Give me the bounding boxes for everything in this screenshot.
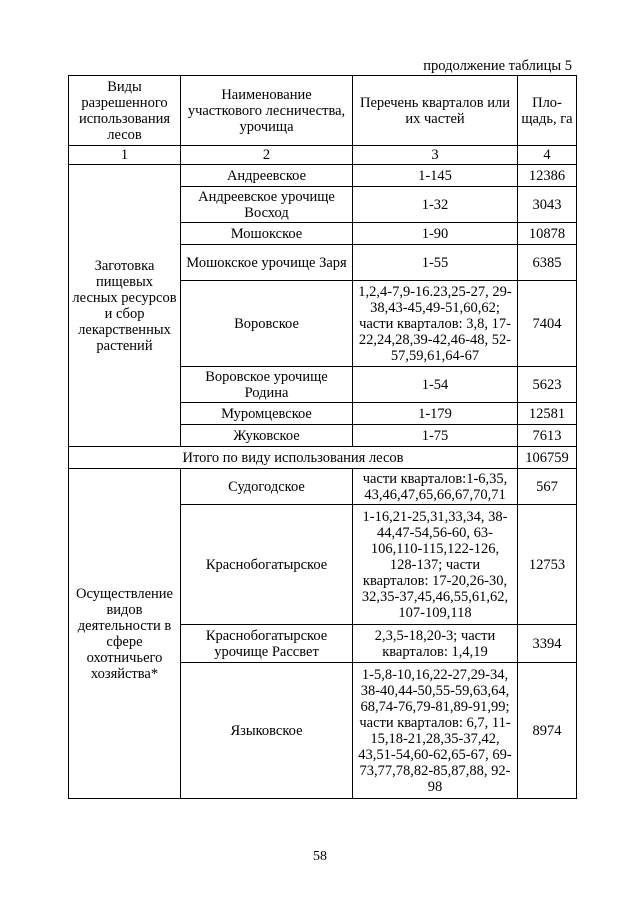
area: 7613: [518, 425, 577, 447]
col-number: 2: [181, 146, 353, 165]
quarters: 1-90: [353, 223, 518, 245]
quarters: части кварталов:1-6,35, 43,46,47,65,66,67,70,71: [353, 469, 518, 505]
forestry-name: Воровское: [181, 281, 353, 367]
col-number: 1: [69, 146, 181, 165]
forest-use-table: [68, 75, 577, 799]
area: 567: [518, 469, 577, 505]
column-number-row: [69, 146, 577, 165]
area: 7404: [518, 281, 577, 367]
header-use-type: Виды разрешенного использования лесов: [69, 76, 181, 146]
activity-cell: Заготовка пищевых лесных ресурсов и сбор лекарственных растений: [69, 165, 181, 447]
col-number: 4: [518, 146, 577, 165]
activity-cell: Осуществление видов деятельности в сфере охотничьего хозяйства*: [69, 469, 181, 799]
area: 5623: [518, 367, 577, 403]
forestry-name: Краснобогатырское урочище Рассвет: [181, 625, 353, 663]
forestry-name: Жуковское: [181, 425, 353, 447]
table-row: [69, 165, 577, 187]
table-row: [69, 469, 577, 505]
header-quarters: Перечень кварталов или их частей: [353, 76, 518, 146]
forestry-name: Краснобогатырское: [181, 505, 353, 625]
forestry-name: Судогодское: [181, 469, 353, 505]
quarters: 1-75: [353, 425, 518, 447]
forestry-name: Андреевское: [181, 165, 353, 187]
area: 3394: [518, 625, 577, 663]
page-number: 58: [313, 849, 327, 864]
col-number: 3: [353, 146, 518, 165]
total-area: 106759: [518, 447, 577, 469]
total-label: Итого по виду использования лесов: [69, 447, 518, 469]
header-forestry-name: Наименование участкового лесничества, урочища: [181, 76, 353, 146]
quarters: 1-5,8-10,16,22-27,29-34, 38-40,44-50,55-59,63,64, 68,74-76,79-81,89-91,99; части кварталов: 6,7, 11-15,18-21,28,35-37,42, 43,51-54,60-62,65-67, 69-73,77,78,82-85,87,88, 92-98: [353, 663, 518, 799]
area: 10878: [518, 223, 577, 245]
total-row: [69, 447, 577, 469]
quarters: 1,2,4-7,9-16.23,25-27, 29-38,43-45,49-51,60,62; части кварталов: 3,8, 17-22,24,28,39-42,46-48, 52-57,59,61,64-67: [353, 281, 518, 367]
forestry-name: Языковское: [181, 663, 353, 799]
area: 3043: [518, 187, 577, 223]
forestry-name: Андреевское урочище Восход: [181, 187, 353, 223]
forestry-name: Мошокское: [181, 223, 353, 245]
area: 12386: [518, 165, 577, 187]
area: 12753: [518, 505, 577, 625]
area: 8974: [518, 663, 577, 799]
quarters: 1-55: [353, 245, 518, 281]
header-area: Пло-щадь, га: [518, 76, 577, 146]
quarters: 2,3,5-18,20-3; части кварталов: 1,4,19: [353, 625, 518, 663]
forestry-name: Мошокское урочище Заря: [181, 245, 353, 281]
forestry-name: Муромцевское: [181, 403, 353, 425]
table-continuation-caption: продолжение таблицы 5: [423, 58, 572, 74]
forestry-name: Воровское урочище Родина: [181, 367, 353, 403]
quarters: 1-54: [353, 367, 518, 403]
header-row: [69, 76, 577, 146]
area: 12581: [518, 403, 577, 425]
quarters: 1-145: [353, 165, 518, 187]
quarters: 1-179: [353, 403, 518, 425]
quarters: 1-32: [353, 187, 518, 223]
area: 6385: [518, 245, 577, 281]
quarters: 1-16,21-25,31,33,34, 38-44,47-54,56-60, 63-106,110-115,122-126, 128-137; части кварталов: 17-20,26-30, 32,35-37,45,46,55,61,62, 107-109,118: [353, 505, 518, 625]
